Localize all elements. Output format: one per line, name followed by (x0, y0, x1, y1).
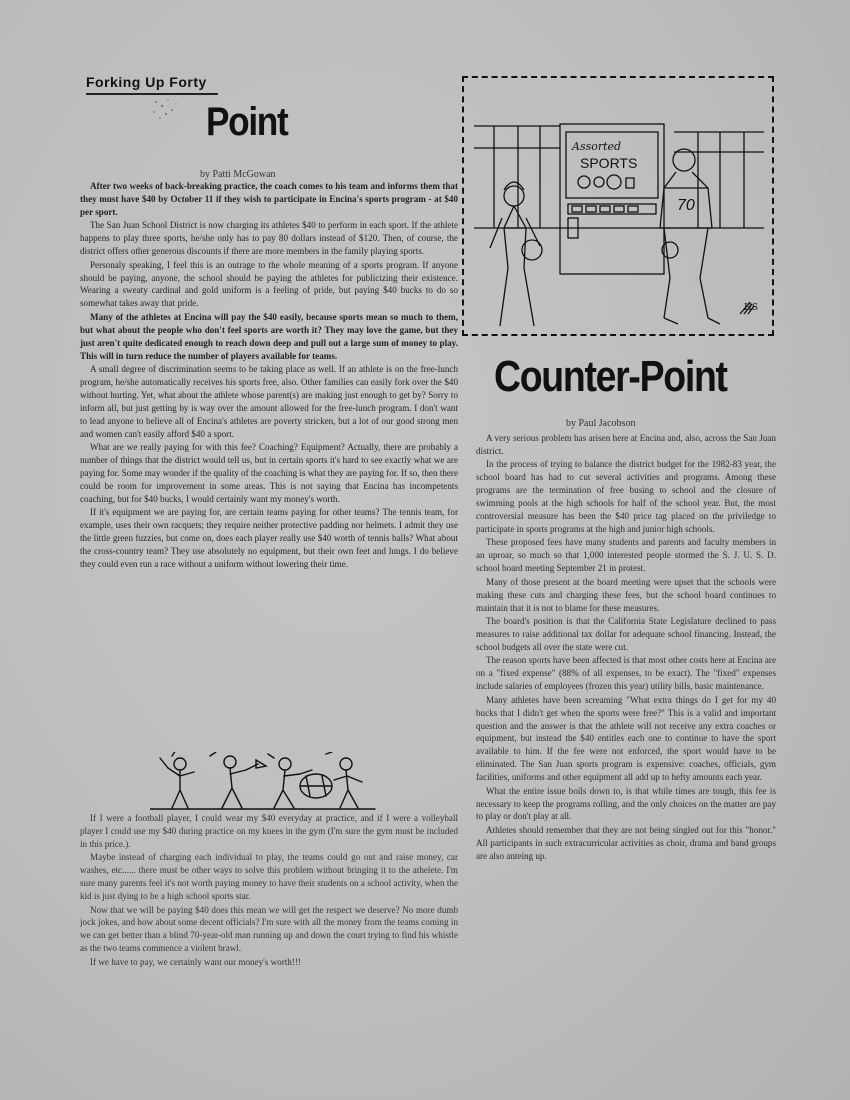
counterpoint-paragraph: Many athletes have been screaming "What extra things do I get for my 40 bucks that I didn't get when the sports were free?" This is a valid and important question and the answer is that the athlete will not receive any extra coaches or equipment, but instead the $40 entitles each one to continue to have the sport available to him. If the fee were not enforced, the sport would have to be eliminated. The San Juan sports program is expensive: coaches, officials, gym facilities, uniforms and other equipment all add up to hefty amounts each year. (476, 694, 776, 783)
counterpoint-paragraph: In the process of trying to balance the district budget for the 1982-83 year, the school board has had to cut several activities and programs. Among these programs are the termination of free busing to school and the closure of swimming pools at the high schools for half of the school year. But, the most controversial measure has been the $40 price tag placed on the priviledge to participate in sports programs at the high and junior high schools. (476, 459, 776, 534)
marching-band-cartoon (150, 752, 380, 812)
sign-text-assorted: Assorted (572, 140, 622, 153)
point-paragraph: Personaly speaking, I feel this is an outrage to the whole meaning of a sports program. If anyone should be paying, anyone, the school should be paying the athletes for publicizing their existence. Wearing a sweaty cardinal and gold uniform is a feeling of pride, but paying $40 bucks to do so somewhat takes away that pride. (80, 259, 458, 309)
kicker-underline (86, 93, 218, 95)
counterpoint-paragraph: Many of those present at the board meeting were upset that the schools were making these cuts and charging these fees, but the school board continues to maintain that it is not to blame for these measures. (476, 576, 776, 613)
jersey-number: 70 (677, 197, 695, 214)
point-paragraph: After two weeks of back-breaking practice, the coach comes to his team and informs them that they must have $40 by October 11 if they wish to participate in Encina's sports program - at $40 per sport. (80, 181, 458, 217)
artist-initials: HS (744, 303, 759, 313)
section-kicker: Forking Up Forty (86, 74, 207, 90)
ink-smudge-decoration (148, 96, 182, 124)
counterpoint-byline: by Paul Jacobson (566, 418, 636, 429)
sports-illustration (462, 76, 774, 336)
point-paragraph: The San Juan School District is now charging its athletes $40 to perform in each sport. If the athlete happens to play three sports, he/she only has to pay 80 dollars instead of $120. Then, of course, the district offers other generous discounts if there are more members in the family playing sports. (80, 220, 458, 257)
counterpoint-column (476, 432, 776, 863)
counterpoint-paragraph: What the entire issue boils down to, is that while times are tough, this fee is necessary to keep the programs rolling, and the only choices on the matter are pay to play or don't play at all. (476, 785, 776, 822)
point-paragraph: Many of the athletes at Encina will pay the $40 easily, because sports mean so much to them, but what about the people who don't feel sports are worth it? They may love the game, but they just aren't quite dedicated enough to reach down deep and pull out a large sum of money to play. This will in turn reduce the number of players available for teams. (80, 311, 458, 361)
point-headline: Point (206, 100, 288, 144)
counterpoint-paragraph: The reason sports have been affected is that most other costs here at Encina are on a "fixed expense" (88% of all expenses, to be exact). The "fixed" expenses include salaries of employees (frozen this year) utility bills, basic maintenance. (476, 655, 776, 692)
counterpoint-headline: Counter-Point (494, 352, 727, 401)
counterpoint-paragraph: The board's position is that the California State Legislature declined to pass measures to raise additional tax dollar for adequate school financing. Instead, the school budgets all over the state were cut. (476, 616, 776, 652)
point-paragraph: A small degree of discrimination seems to be taking place as well. If an athlete is on the free-lunch program, he/she automatically receives his sports free, also. Other families can easily fork over the $40 without hurting. Yet, what about the athlete whose parent(s) are making just enough to get by? Sorry to inform all, but just getting by is way over the amount allowed for the free-lunch program. I don't want to lead anyone to believe all of Encina's athletes are poverty stricken, but a lot of our good strong men and women can't easily afford $40 a sport. (80, 364, 458, 439)
point-column-lower (80, 812, 458, 969)
point-paragraph: What are we really paying for with this fee? Coaching? Equipment? Actually, there are probably a number of things that the district would tell us, but in certain sports it's hard to see exactly what we are paying for. Some may wonder if the quality of the coaching is what they are paying for. If so, then there could be room for improvement in some areas. This is not saying that Encina has incompetents coaching, but for $40 bucks, I would certainly want my money's worth. (80, 442, 458, 504)
point-column-upper (80, 180, 458, 571)
point-paragraph: Maybe instead of charging each individual to play, the teams could go out and raise money, car washes, etc...... there must be other ways to solve this problem without bringing it to the athelete. I'm sure many parents feel it's not worth paying money to have their students on a school activity, when the kid is just dying to be a high school sports star. (80, 852, 458, 902)
point-byline: by Patti McGowan (200, 169, 276, 180)
sign-text-sports: SPORTS (580, 155, 638, 171)
point-paragraph: If it's equipment we are paying for, are certain teams paying for other teams? The tennis team, for example, uses their own racquets; they require neither protective padding nor helmets. I admit they use the little green fuzzies, but come on, does each player really use $40 worth of tennis balls? What about the cross-country team? They use absolutely no equipment, but their own feet and lungs. I do believe they could even run a race without a uniform without lowering their time. (80, 507, 458, 569)
counterpoint-paragraph: A very serious problem has arisen here at Encina and, also, across the San Juan district. (476, 433, 776, 456)
point-paragraph: If I were a football player, I could wear my $40 everyday at practice, and if I were a volleyball player I could use my $40 during practice on my knees in the gym (I'm sure the gym must be included in this price.). (80, 813, 458, 849)
point-paragraph: Now that we will be paying $40 does this mean we will get the respect we deserve? No more dumb jock jokes, and how about some decent officials? I'm sure with all the money from the teams coming in we can get better than a blind 70-year-old man running up and down the court trying to find his whistle as the two teams commence a violent brawl. (80, 904, 458, 954)
counterpoint-paragraph: These proposed fees have many students and parents and faculty members in an uproar, so much so that 1,000 interested people stormed the S. J. U. S. D. school board meeting September 21 in protest. (476, 537, 776, 574)
counterpoint-paragraph: Athletes should remember that they are not being singled out for this "honor." All participants in such extracurricular activities as choir, drama and band groups are also anteing up. (476, 824, 776, 861)
point-paragraph: If we have to pay, we certainly want our money's worth!!! (90, 956, 301, 967)
